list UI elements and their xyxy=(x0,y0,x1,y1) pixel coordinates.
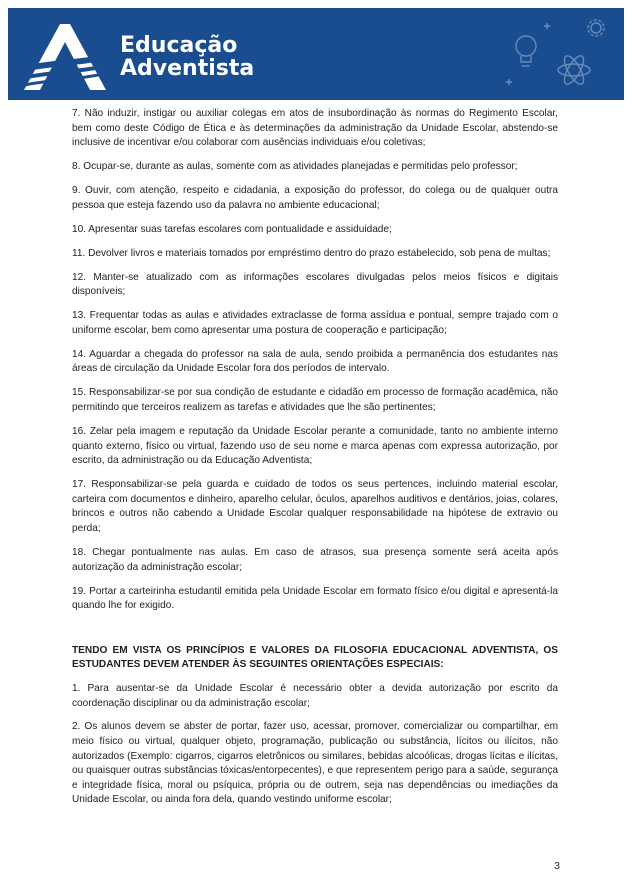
document-body xyxy=(72,107,558,817)
rule-item-9: 9. Ouvir, com atenção, respeito e cidadania, a exposição do professor, do colega ou de qualquer outra pessoa que esteja fazendo uso da palavra no ambiente educacional; xyxy=(72,185,558,211)
rule-item-8: 8. Ocupar-se, durante as aulas, somente com as atividades planejadas e permitidas pelo professor; xyxy=(72,161,518,173)
page-number: 3 xyxy=(554,860,560,872)
rule-item-11: 11. Devolver livros e materiais tomados por empréstimo dentro do prazo estabelecido, sob pena de multas; xyxy=(72,247,551,259)
gear-icon xyxy=(588,20,604,36)
rule-item-16: 16. Zelar pela imagem e reputação da Unidade Escolar perante a comunidade, tanto no ambiente interno quanto externo, físico ou virtual, fazendo uso de seu nome e marca apenas com expressa autorização, por escrito, da administração ou da Educação Adventista; xyxy=(72,426,558,467)
rule-item-18: 18. Chegar pontualmente nas aulas. Em caso de atrasos, sua presença somente será aceita após autorização da administração escolar; xyxy=(72,546,558,573)
section-heading: TENDO EM VISTA OS PRINCÍPIOS E VALORES DA FILOSOFIA EDUCACIONAL ADVENTISTA, OS ESTUDANTES DEVEM ATENDER ÀS SEGUINTES ORIENTAÇÕES ESPECIAIS: xyxy=(72,644,558,671)
rule-item-12: 12. Manter-se atualizado com as informações escolares divulgadas pelos meios físicos e digitais disponíveis; xyxy=(72,271,558,298)
brand-line1: Educação xyxy=(120,33,238,58)
rule-item-10: 10. Apresentar suas tarefas escolares com pontualidade e assiduidade; xyxy=(72,223,392,235)
special-item-1: 1. Para ausentar-se da Unidade Escolar é necessário obter a devida autorização por escrito da coordenação disciplinar ou da administração escolar; xyxy=(72,682,558,709)
special-item-2: 2. Os alunos devem se abster de portar, fazer uso, acessar, promover, comercializar ou compartilhar, em meio físico ou virtual, qualquer objeto, programação, publicação ou substância, lícitos ou ilícitos, não autorizados (Exemplo: cigarros, cigarros eletrônicos ou similares, bebidas alcoólicas, drogas lícitas e ilícitas, ou quaisquer outras substâncias tóxicas/entorpecentes), e que representem perigo para a saúde, segurança e integridade física, moral ou psíquica, própria ou de outrem, seja nas dependências ou imediações da Unidade Escolar, ou ainda fora dela, quando vestindo uniforme escolar; xyxy=(72,721,558,806)
logo-a-icon xyxy=(20,20,108,92)
rule-item-17: 17. Responsabilizar-se pela guarda e cuidado de todos os seus pertences, incluindo material escolar, carteira com documentos e dinheiro, aparelho celular, óculos, aparelhos auditivos e dentários, joias, colares, brincos e outros não cabendo a Unidade Escolar qualquer responsabilidade na hipótese de extravio ou perda; xyxy=(72,479,558,534)
brand-name xyxy=(120,34,254,80)
rule-item-19: 19. Portar a carteirinha estudantil emitida pela Unidade Escolar em formato físico e/ou digital e apresentá-la quando lhe for exigido. xyxy=(72,585,558,612)
rule-item-13: 13. Frequentar todas as aulas e atividades extraclasse de forma assídua e pontual, sempre trajado com o uniforme escolar, bem como apresentar uma postura de cooperação e participação; xyxy=(72,310,558,336)
rule-item-15: 15. Responsabilizar-se por sua condição de estudante e cidadão em processo de formação acadêmica, não permitindo que terceiros realizem as tarefas e atividades que lhe são pertinentes; xyxy=(72,387,558,414)
brand-line2: Adventista xyxy=(120,56,255,81)
atom-icon xyxy=(558,53,590,87)
rule-item-7: 7. Não induzir, instigar ou auxiliar colegas em atos de insubordinação às normas do Regimento Escolar, bem como deste Código de Ética e às determinações da administração da Unidade Escolar, abstendo-se inclusive de incentivar e/ou colaborar com ausências individuais e/ou coletivas; xyxy=(72,108,558,149)
header-banner xyxy=(8,8,624,100)
rule-item-14: 14. Aguardar a chegada do professor na sala de aula, sendo proibida a permanência dos estudantes nas áreas de circulação da Unidade Escolar fora dos períodos de intervalo. xyxy=(72,348,558,375)
lightbulb-icon xyxy=(516,36,536,66)
decorative-pattern xyxy=(504,16,614,96)
